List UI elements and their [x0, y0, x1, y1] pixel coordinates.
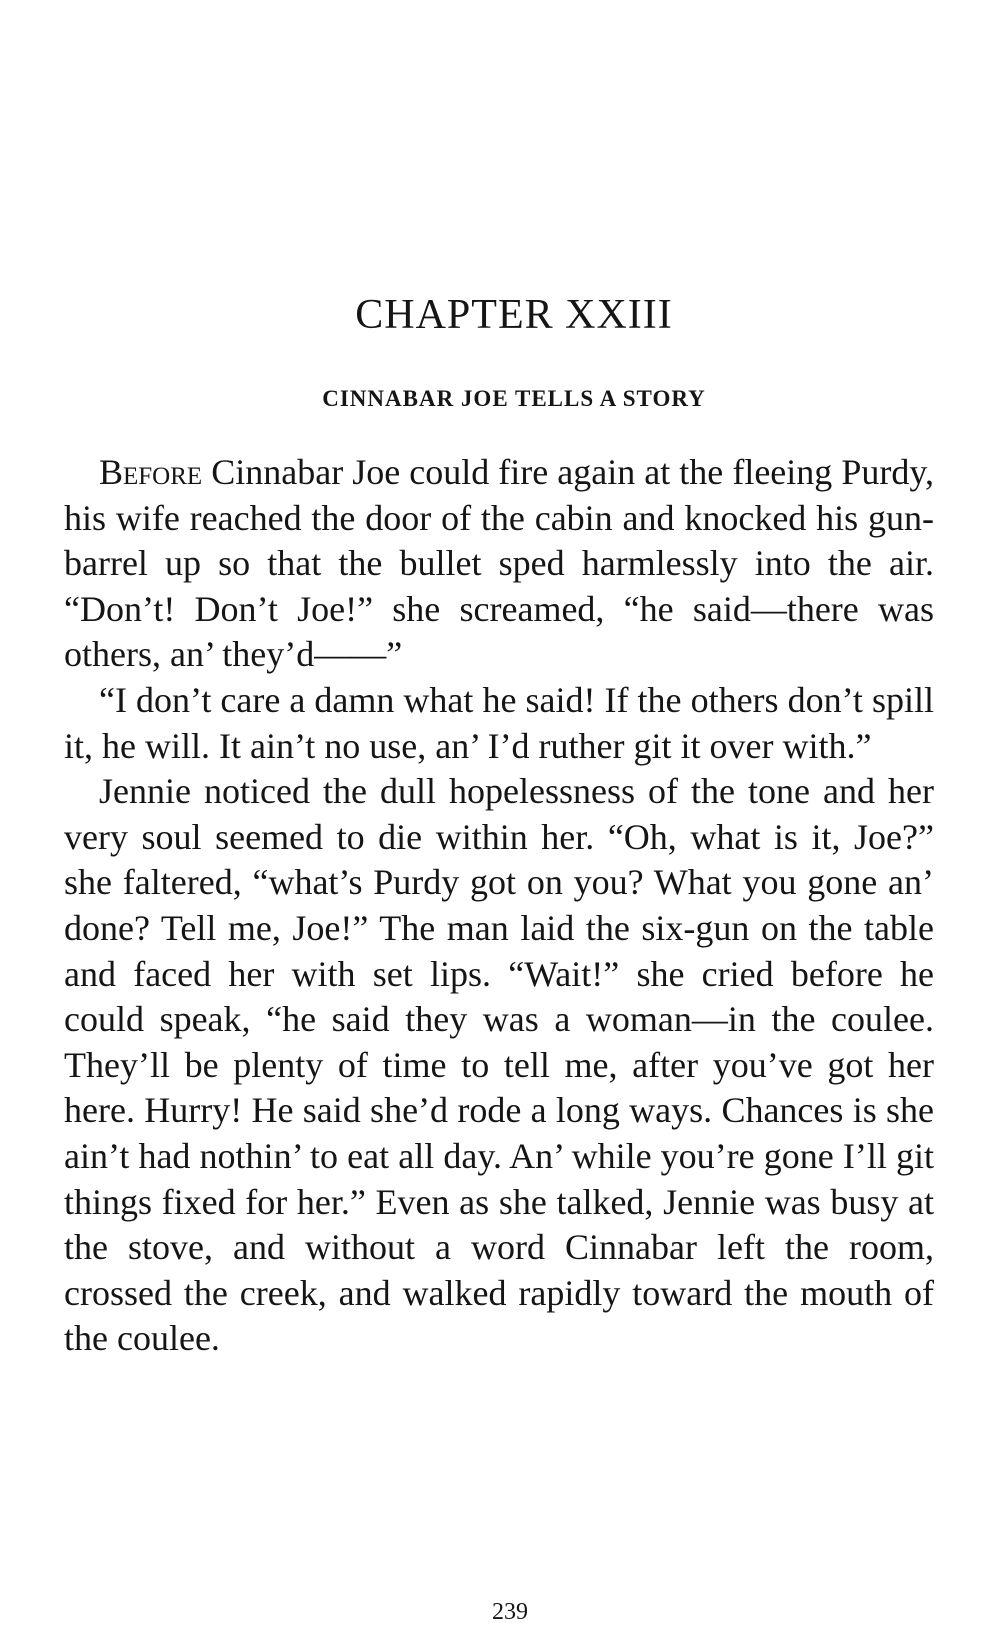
paragraph-3: [64, 769, 934, 1362]
paragraph-1: [64, 450, 934, 678]
page-number: 239: [492, 1599, 528, 1625]
chapter-title: CHAPTER XXIII: [355, 292, 673, 338]
chapter-subtitle: CINNABAR JOE TELLS A STORY: [322, 386, 706, 411]
chapter-body: [64, 450, 934, 1362]
paragraph-lead-word: Before: [99, 452, 203, 492]
paragraph-text: Jennie noticed the dull hopelessness of the tone and her very soul seemed to die within her. “Oh, what is it, Joe?” she faltered, “what’s Purdy got on you? What you gone an’ done? Tell me, Joe!” The man laid the six-gun on the table and faced her with set lips. “Wait!” she cried before he could speak, “he said they was a woman—in the coulee. They’ll be plenty of time to tell me, after you’ve got her here. Hurry! He said she’d rode a long ways. Chances is she ain’t had nothin’ to eat all day. An’ while you’re gone I’ll git things fixed for her.” Even as she talked, Jennie was busy at the stove, and without a word Cinnabar left the room, crossed the creek, and walked rapidly toward the mouth of the coulee.: [64, 771, 934, 1359]
paragraph-2: [64, 678, 934, 769]
paragraph-text: “I don’t care a damn what he said! If the others don’t spill it, he will. It ain’t no use, an’ I’d ruther git it over with.”: [64, 679, 934, 766]
paragraph-text: Cinnabar Joe could fire again at the fleeing Purdy, his wife reached the door of the cabin and knocked his gun-barrel up so that the bullet sped harmlessly into the air. “Don’t! Don’t Joe!” she screamed, “he said—there was others, an’ they’d——”: [64, 452, 934, 675]
